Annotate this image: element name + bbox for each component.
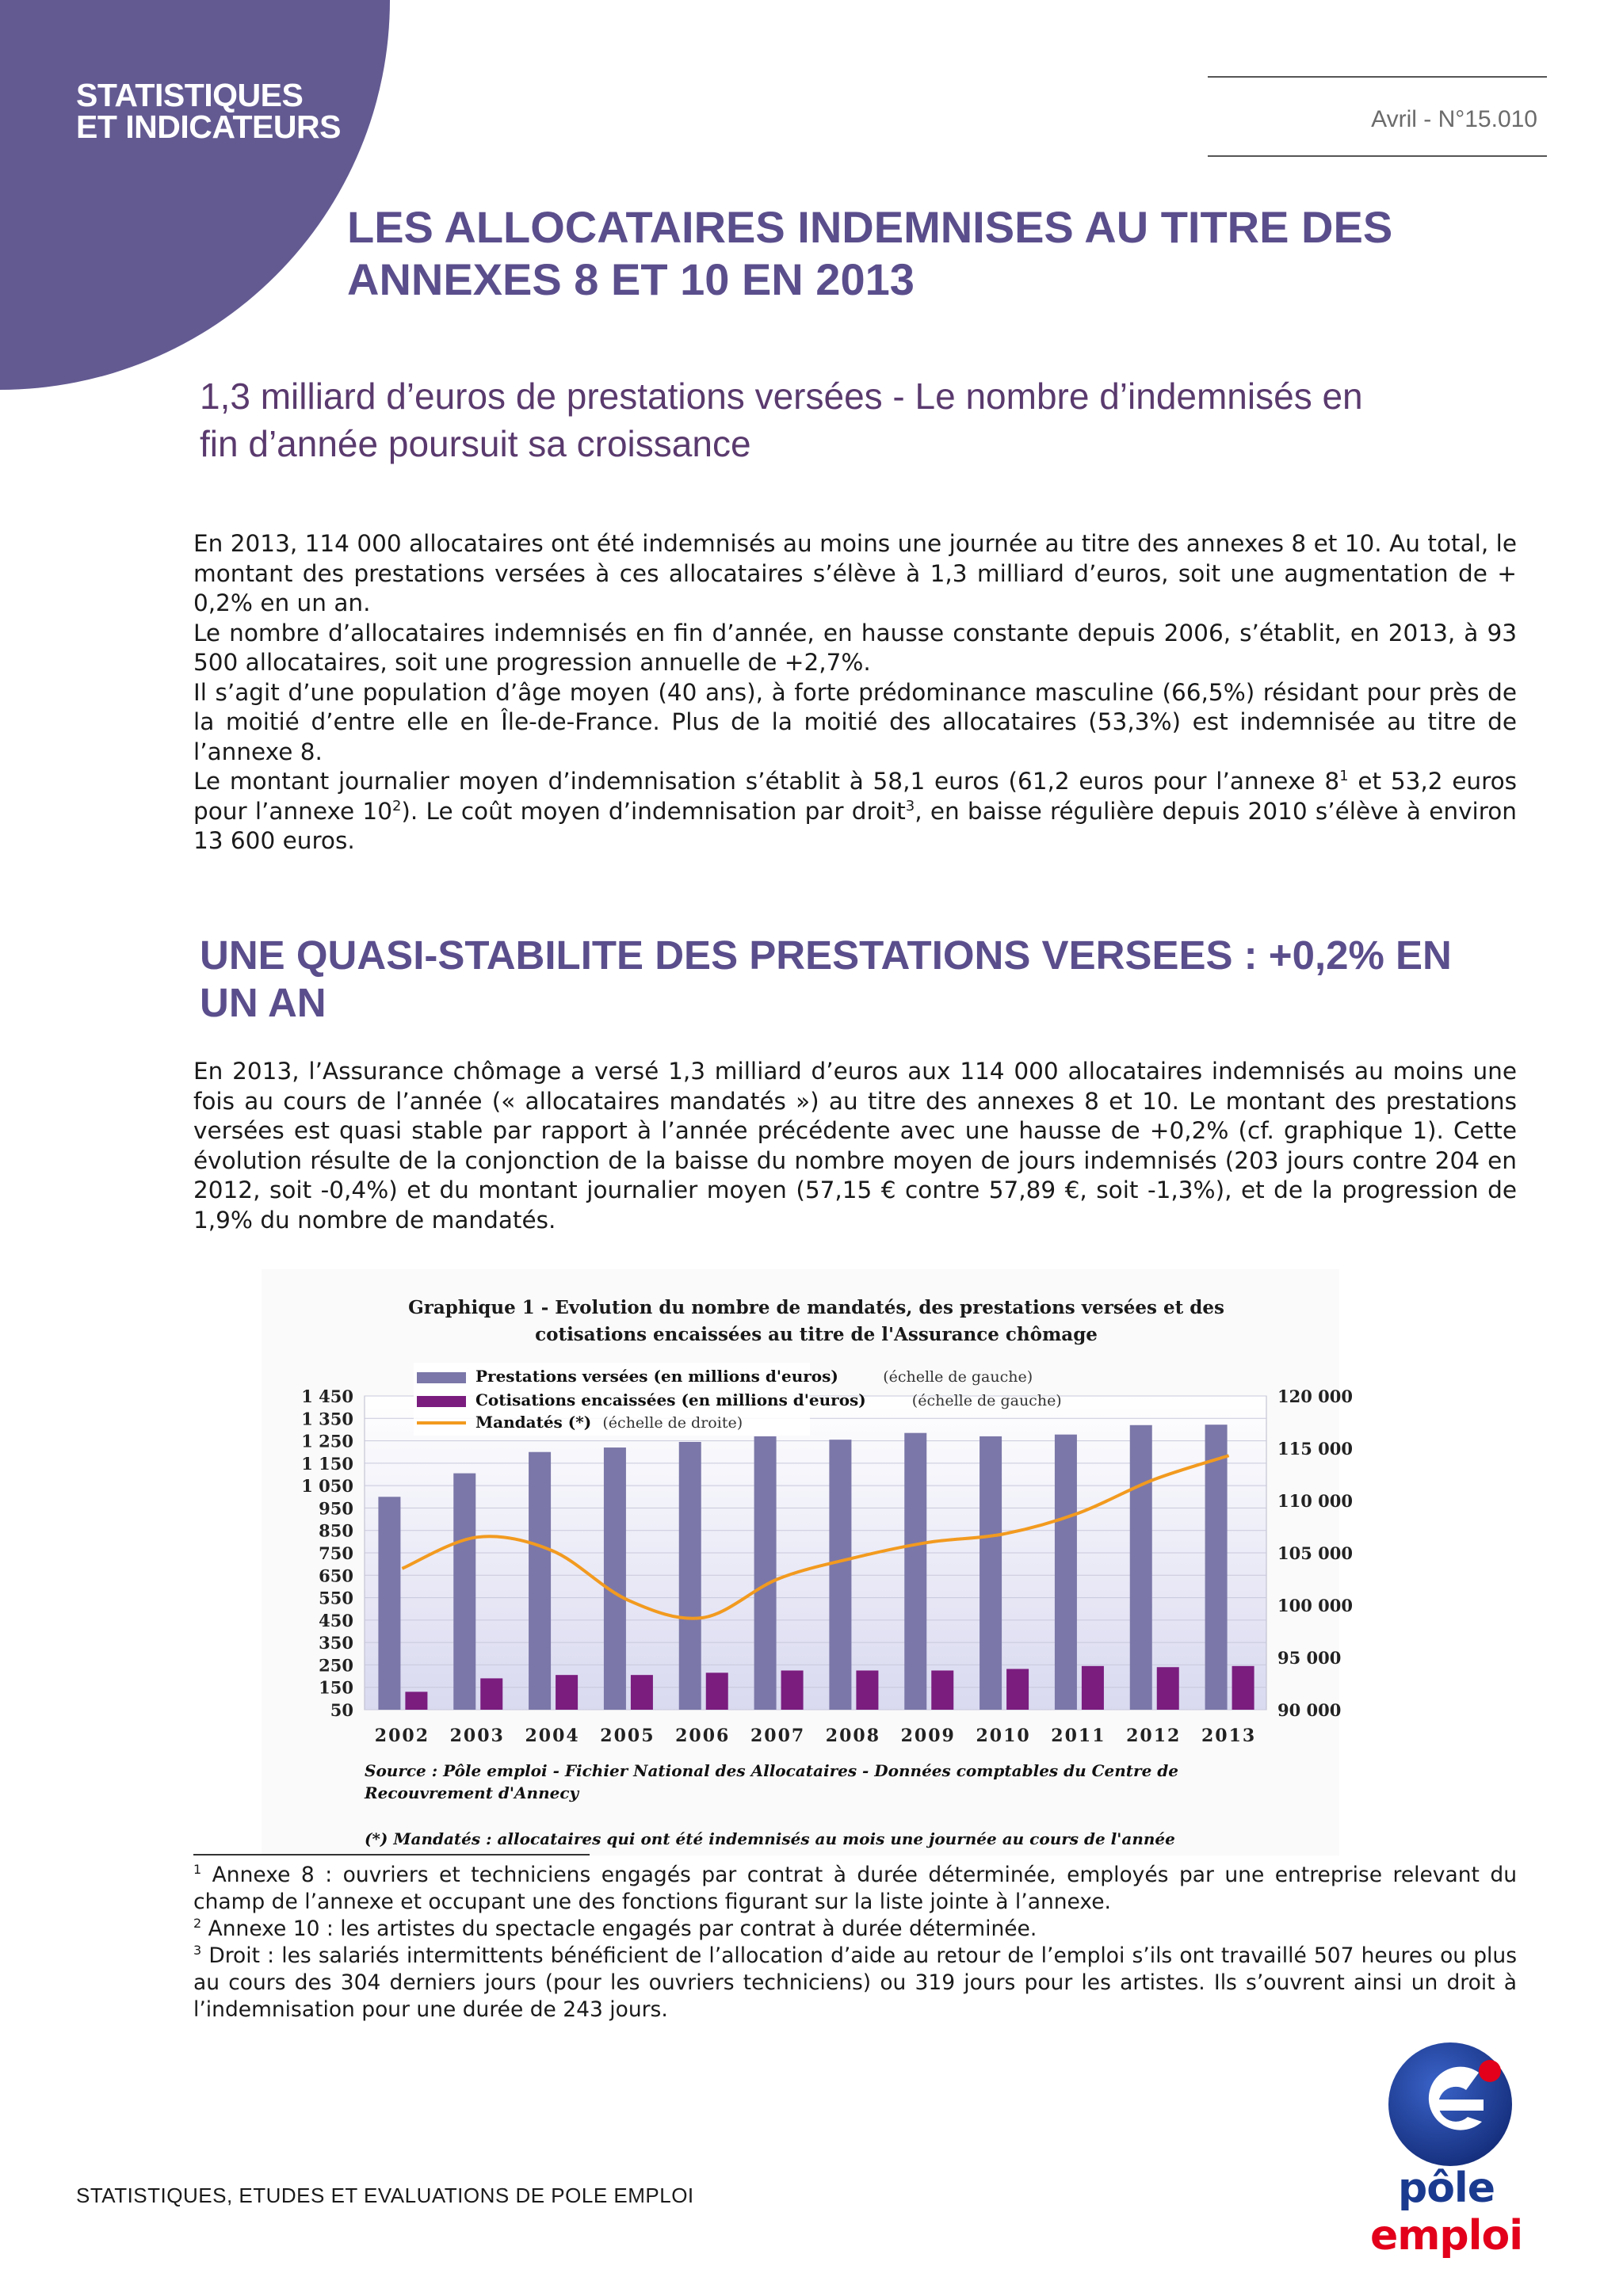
chart-y-left-tick-label: 50: [330, 1700, 353, 1720]
page-title: [347, 201, 1568, 306]
chart-y-right-tick-label: 115 000: [1277, 1439, 1353, 1459]
chart-x-tick-label: 2004: [525, 1726, 580, 1746]
footnote-ref-1[interactable]: 1: [1339, 768, 1349, 785]
legend-swatch-prestations: [417, 1372, 466, 1383]
chart-y-right-tick-label: 120 000: [1277, 1386, 1353, 1406]
footer-text: STATISTIQUES, ETUDES ET EVALUATIONS DE POLE EMPLOI: [76, 2183, 694, 2207]
chart-y-left-tick-label: 1 150: [301, 1453, 353, 1474]
chart-graphique-1: [262, 1269, 1353, 1855]
intro-paragraph-4: [193, 767, 1517, 856]
page-subtitle-line-1: 1,3 milliard d’euros de prestations versées - Le nombre d’indemnisés en: [200, 376, 1363, 417]
chart-x-tick-label: 2009: [900, 1726, 956, 1746]
chart-bar-prestations: [604, 1447, 626, 1710]
brand-label: [76, 79, 341, 143]
chart-x-tick-label: 2010: [976, 1726, 1031, 1746]
footnote-2-number: 2: [193, 1916, 202, 1932]
chart-bar-prestations: [679, 1442, 701, 1710]
chart-y-right-tick-label: 105 000: [1277, 1543, 1353, 1563]
chart-y-right-tick-label: 110 000: [1277, 1491, 1353, 1511]
chart-bar-cotisations: [1006, 1669, 1029, 1710]
logo-word-pole: pôle: [1397, 2164, 1495, 2212]
chart-x-tick-label: 2008: [825, 1726, 881, 1746]
chart-x-tick-label: 2013: [1201, 1726, 1257, 1746]
chart-y-left-tick-label: 1 350: [301, 1409, 353, 1429]
logo-word-emploi: emploi: [1369, 2212, 1523, 2260]
chart-y-left-tick-label: 450: [319, 1610, 353, 1630]
footnote-2: [193, 1916, 1517, 1943]
chart-y-left-tick-label: 850: [319, 1520, 353, 1541]
intro-p4-part-d: , en baisse régulière depuis 2010 s’élève à environ 13 600 euros.: [193, 797, 1517, 854]
footnote-2-text: Annexe 10 : les artistes du spectacle engagés par contrat à durée déterminée.: [201, 1917, 1037, 1941]
chart-y-left-tick-label: 350: [319, 1633, 353, 1653]
chart-bar-cotisations: [706, 1672, 728, 1710]
chart-y-left-tick-label: 150: [319, 1677, 353, 1698]
chart-bar-cotisations: [631, 1675, 653, 1710]
pole-emploi-logo[interactable]: [1331, 2038, 1561, 2260]
page-subtitle: [200, 372, 1539, 467]
legend-swatch-cotisations: [417, 1396, 466, 1407]
brand-line-1: STATISTIQUES: [76, 77, 304, 113]
footnote-1: [193, 1862, 1517, 1916]
pole-emploi-e-icon: [1331, 2038, 1561, 2172]
chart-bar-cotisations: [1082, 1666, 1104, 1710]
page-title-line-2: ANNEXES 8 ET 10 EN 2013: [347, 254, 915, 304]
section-body: [193, 1057, 1517, 1235]
chart-y-left-tick-label: 950: [319, 1498, 353, 1519]
chart-svg: [262, 1269, 1353, 1855]
footnote-3-text: Droit : les salariés intermittents bénéficient de l’allocation d’aide au retour de l’emploi s’ils ont travaillé 507 heures ou plus au cours des 304 derniers jours (pour les ouvriers techniciens) ou 319 jours pour les artistes. Ils s’ouvrent ainsi un droit à l’indemnisation pour une durée de 243 jours.: [193, 1943, 1517, 2022]
chart-y-left-tick-label: 1 050: [301, 1476, 353, 1497]
chart-y-right-tick-label: 95 000: [1277, 1648, 1342, 1668]
chart-x-tick-label: 2007: [750, 1726, 806, 1746]
chart-source-line-2: Recouvrement d'Annecy: [365, 1783, 579, 1802]
chart-y-left-tick-label: 1 250: [301, 1431, 353, 1451]
chart-bar-cotisations: [856, 1671, 878, 1711]
chart-y-right-tick-label: 90 000: [1277, 1700, 1342, 1720]
footnote-divider: [193, 1854, 590, 1855]
chart-bar-cotisations: [781, 1671, 804, 1711]
chart-legend-label: Mandatés (*): [475, 1413, 592, 1432]
chart-bar-prestations: [754, 1436, 777, 1710]
chart-y-right-tick-label: 100 000: [1277, 1596, 1353, 1615]
intro-paragraph-3: Il s’agit d’une population d’âge moyen (40 ans), à forte prédominance masculine (66,5%) résidant pour près de la moitié d’entre elle en Île-de-France. Plus de la moitié des allocataires (53,3%) est indemnisée au titre de l’annexe 8.: [193, 678, 1517, 765]
chart-x-tick-label: 2012: [1126, 1726, 1182, 1746]
chart-bar-prestations: [829, 1440, 851, 1710]
chart-y-left-tick-label: 250: [319, 1655, 353, 1676]
chart-bar-prestations: [529, 1452, 551, 1710]
footnote-1-number: 1: [193, 1862, 202, 1878]
footnote-3-number: 3: [193, 1943, 202, 1958]
chart-legend-scale-note: (échelle de gauche): [911, 1392, 1062, 1409]
chart-x-tick-label: 2006: [675, 1726, 731, 1746]
chart-footnote-mandates: (*) Mandatés : allocataires qui ont été indemnisés au mois une journée au cours de l'année: [365, 1829, 1175, 1848]
chart-bar-prestations: [378, 1497, 400, 1710]
section-title-line-1: UNE QUASI-STABILITE DES PRESTATIONS VERSEES : +0,2% EN: [200, 933, 1452, 978]
footnotes: [193, 1862, 1517, 2023]
chart-bar-prestations: [1130, 1425, 1152, 1710]
section-paragraph: En 2013, l’Assurance chômage a versé 1,3 milliard d’euros aux 114 000 allocataires indemnisés au moins une fois au cours de l’année (« allocataires mandatés ») au titre des annexes 8 et 10. Le montant des prestations versées est quasi stable par rapport à l’année précédente avec une hausse de +0,2% (cf. graphique 1). Cette évolution résulte de la conjonction de la baisse du nombre moyen de jours indemnisés (203 jours contre 204 en 2012, soit -0,4%) et du montant journalier moyen (57,15 € contre 57,89 €, soit -1,3%), et de la progression de 1,9% du nombre de mandatés.: [193, 1058, 1517, 1234]
chart-x-tick-label: 2005: [600, 1726, 655, 1746]
page-title-line-1: LES ALLOCATAIRES INDEMNISES AU TITRE DES: [347, 202, 1393, 252]
chart-legend-scale-note: (échelle de droite): [602, 1414, 743, 1432]
footnote-ref-2[interactable]: 2: [391, 797, 402, 814]
chart-bar-prestations: [1055, 1435, 1077, 1710]
section-title-line-2: UN AN: [200, 980, 327, 1025]
chart-bar-cotisations: [1232, 1666, 1254, 1710]
brand-line-2: ET INDICATEURS: [76, 109, 341, 145]
section-title: [200, 932, 1547, 1027]
issue-box: [1208, 76, 1547, 157]
pole-emploi-wordmark: [1331, 2164, 1561, 2260]
intro-p4-part-c: ). Le coût moyen d’indemnisation par droit: [401, 797, 906, 825]
intro-paragraph-1: En 2013, 114 000 allocataires ont été indemnisés au moins une journée au titre des annexes 8 et 10. Au total, le montant des prestations versées à ces allocataires s’élève à 1,3 milliard d’euros, soit une augmentation de + 0,2% en un an.: [193, 530, 1517, 616]
chart-bar-prestations: [904, 1433, 926, 1710]
chart-bar-cotisations: [1157, 1667, 1179, 1710]
intro-p4-part-b: et 53,2 euros pour l’annexe 10: [193, 768, 1518, 825]
header-corner-shape: [0, 0, 390, 390]
chart-bar-prestations: [1205, 1425, 1228, 1710]
chart-legend-scale-note: (échelle de gauche): [883, 1368, 1033, 1386]
intro-paragraph-2: Le nombre d’allocataires indemnisés en fin d’année, en hausse constante depuis 2006, s’établit, en 2013, à 93 500 allocataires, soit une progression annuelle de +2,7%.: [193, 619, 1517, 676]
footnote-3: [193, 1943, 1517, 2023]
page-subtitle-line-2: fin d’année poursuit sa croissance: [200, 423, 751, 464]
chart-bar-cotisations: [480, 1678, 502, 1710]
chart-y-left-tick-label: 550: [319, 1588, 353, 1608]
intro-p4-part-a: Le montant journalier moyen d’indemnisation s’établit à 58,1 euros (61,2 euros pour l’annexe 8: [193, 768, 1340, 795]
footnote-1-text: Annexe 8 : ouvriers et techniciens engagés par contrat à durée déterminée, employés par une entreprise relevant du champ de l’annexe et occupant une des fonctions figurant sur la liste jointe à l’annexe.: [193, 1863, 1517, 1914]
intro-text: [193, 529, 1517, 856]
chart-x-tick-label: 2002: [374, 1726, 430, 1746]
chart-title-line-2: cotisations encaissées au titre de l'Assurance chômage: [535, 1324, 1098, 1345]
chart-y-left-tick-label: 1 450: [301, 1386, 353, 1406]
chart-source-line-1: Source : Pôle emploi - Fichier National des Allocataires - Données comptables du Centre de: [365, 1761, 1178, 1780]
chart-title-line-1: Graphique 1 - Evolution du nombre de mandatés, des prestations versées et des: [408, 1297, 1224, 1318]
chart-legend-label: Cotisations encaissées (en millions d'euros): [475, 1390, 866, 1409]
chart-legend-label: Prestations versées (en millions d'euros): [475, 1367, 838, 1386]
chart-bar-cotisations: [405, 1691, 427, 1710]
issue-number: Avril - N°15.010: [1371, 106, 1537, 132]
chart-bar-cotisations: [931, 1671, 953, 1711]
chart-y-left-tick-label: 750: [319, 1543, 353, 1563]
chart-x-tick-label: 2011: [1051, 1726, 1106, 1746]
chart-bar-prestations: [453, 1474, 475, 1710]
chart-x-tick-label: 2003: [449, 1726, 505, 1746]
chart-bar-cotisations: [556, 1675, 578, 1710]
chart-bar-prestations: [980, 1436, 1002, 1710]
chart-y-left-tick-label: 650: [319, 1566, 353, 1586]
footnote-ref-3[interactable]: 3: [905, 797, 915, 814]
